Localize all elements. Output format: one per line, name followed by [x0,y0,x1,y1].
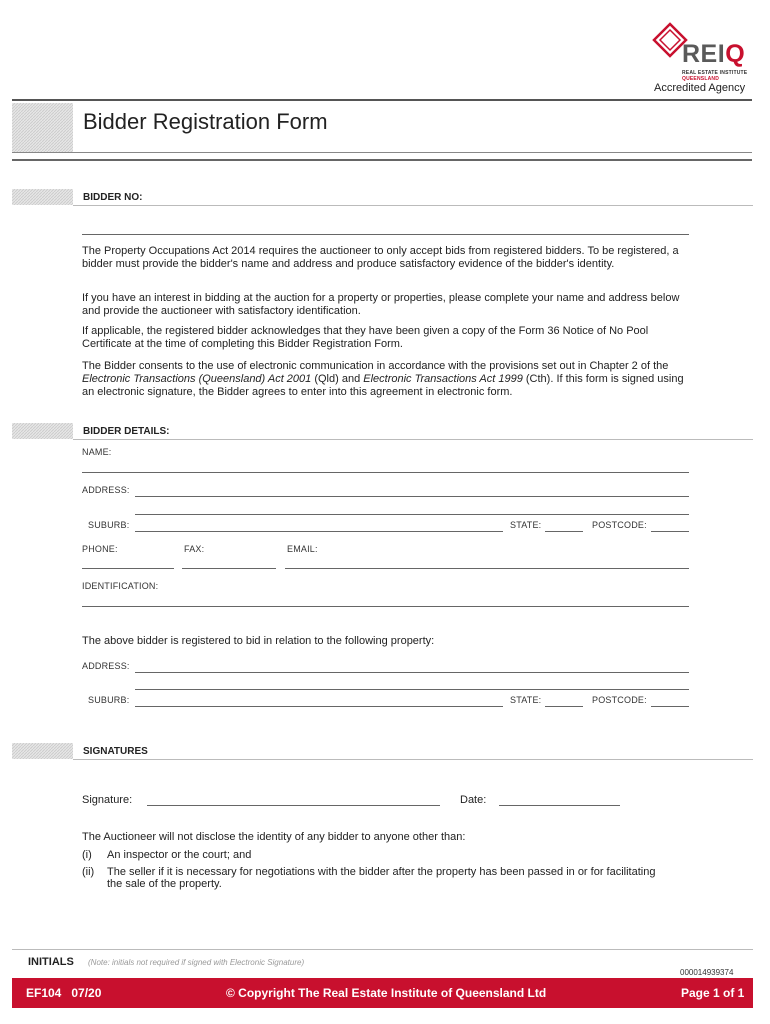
phone-label: PHONE: [82,544,118,554]
address-field[interactable] [135,496,689,497]
logo-subtitle: REAL ESTATE INSTITUTE [682,70,748,76]
title-rule-thick [12,159,752,161]
property-intro: The above bidder is registered to bid in relation to the following property: [82,635,435,647]
property-state-field[interactable] [545,706,583,707]
name-field[interactable] [82,472,689,473]
list-item: An inspector or the court; and [107,849,252,861]
logo-wordmark: REIQ [682,40,746,68]
date-label: Date: [460,794,487,806]
bidder-no-label: BIDDER NO: [83,192,143,203]
bidder-details-heading: BIDDER DETAILS: [83,426,170,437]
title-rule [12,152,752,153]
property-postcode-field[interactable] [651,706,689,707]
section-hatch [12,423,73,439]
email-label: EMAIL: [287,544,318,554]
address-label: ADDRESS: [82,485,130,495]
state-label: STATE: [510,520,542,530]
intro-paragraph-2: If you have an interest in bidding at the auction for a property or properties, please complete your name and address below and provide the auctioneer with satisfactory identification. [82,292,680,317]
phone-field[interactable] [82,568,174,569]
list-item: The seller if it is necessary for negotiations with the bidder after the property has been passed in or for facilitating the sale of the property. [107,866,656,890]
header-rule [12,99,752,101]
suburb-field[interactable] [135,531,503,532]
postcode-label: POSTCODE: [592,520,647,530]
date-field[interactable] [499,805,620,806]
initials-label: INITIALS [28,956,74,968]
fax-field[interactable] [182,568,276,569]
property-address-field[interactable] [135,672,689,673]
identification-field[interactable] [82,606,689,607]
section-rule [73,439,753,440]
form-code: EF104 07/20 [26,986,102,1000]
email-field[interactable] [285,568,689,569]
suburb-label: SUBURB: [88,520,130,530]
signature-label: Signature: [82,794,133,806]
intro-paragraph-1: The Property Occupations Act 2014 requires the auctioneer to only accept bids from registered bidders. To be registered, a bidder must provide the bidder's name and address and produce satisfactory evidence of the bidder's identity. [82,245,679,270]
signature-field[interactable] [147,805,440,806]
logo-subtitle-state: QUEENSLAND [682,76,720,82]
copyright-text: © Copyright The Real Estate Institute of Queensland Ltd [226,986,547,1000]
property-address-label: ADDRESS: [82,661,130,671]
address-field-2[interactable] [135,514,689,515]
state-field[interactable] [545,531,583,532]
property-suburb-label: SUBURB: [88,695,130,705]
document-number: 000014939374 [680,968,734,977]
page-number: Page 1 of 1 [681,986,745,1000]
accredited-agency-label: Accredited Agency [654,82,746,94]
fax-label: FAX: [184,544,205,554]
title-hatch-block [12,103,73,152]
bidder-no-field[interactable] [82,234,689,235]
signatures-heading: SIGNATURES [83,746,148,757]
property-address-field-2[interactable] [135,689,689,690]
identification-label: IDENTIFICATION: [82,581,159,591]
postcode-field[interactable] [651,531,689,532]
intro-paragraph-3: If applicable, the registered bidder acknowledges that they have been given a copy of the Form 36 Notice of No Pool Certificate at the time of completing this Bidder Registration Form. [82,325,649,350]
disclosure-text: The Auctioneer will not disclose the identity of any bidder to anyone other than: [82,831,466,843]
list-item-index: (ii) [82,866,95,878]
property-suburb-field[interactable] [135,706,503,707]
list-item-index: (i) [82,849,92,861]
property-postcode-label: POSTCODE: [592,695,647,705]
intro-paragraph-4: The Bidder consents to the use of electronic communication in accordance with the provisions set out in Chapter 2 of the Electronic Transactions (Queensland) Act 2001 (Qld) and Electronic Transactions Act 1999 (Cth). If this form is signed using an electronic signature, the Bidder agrees to enter into this agreement in electronic form. [82,360,684,398]
name-label: NAME: [82,447,112,457]
property-state-label: STATE: [510,695,542,705]
section-hatch [12,189,73,205]
page-title: Bidder Registration Form [83,109,328,134]
section-rule [73,759,753,760]
initials-note: (Note: initials not required if signed with Electronic Signature) [88,958,305,967]
section-rule [73,205,753,206]
section-hatch [12,743,73,759]
